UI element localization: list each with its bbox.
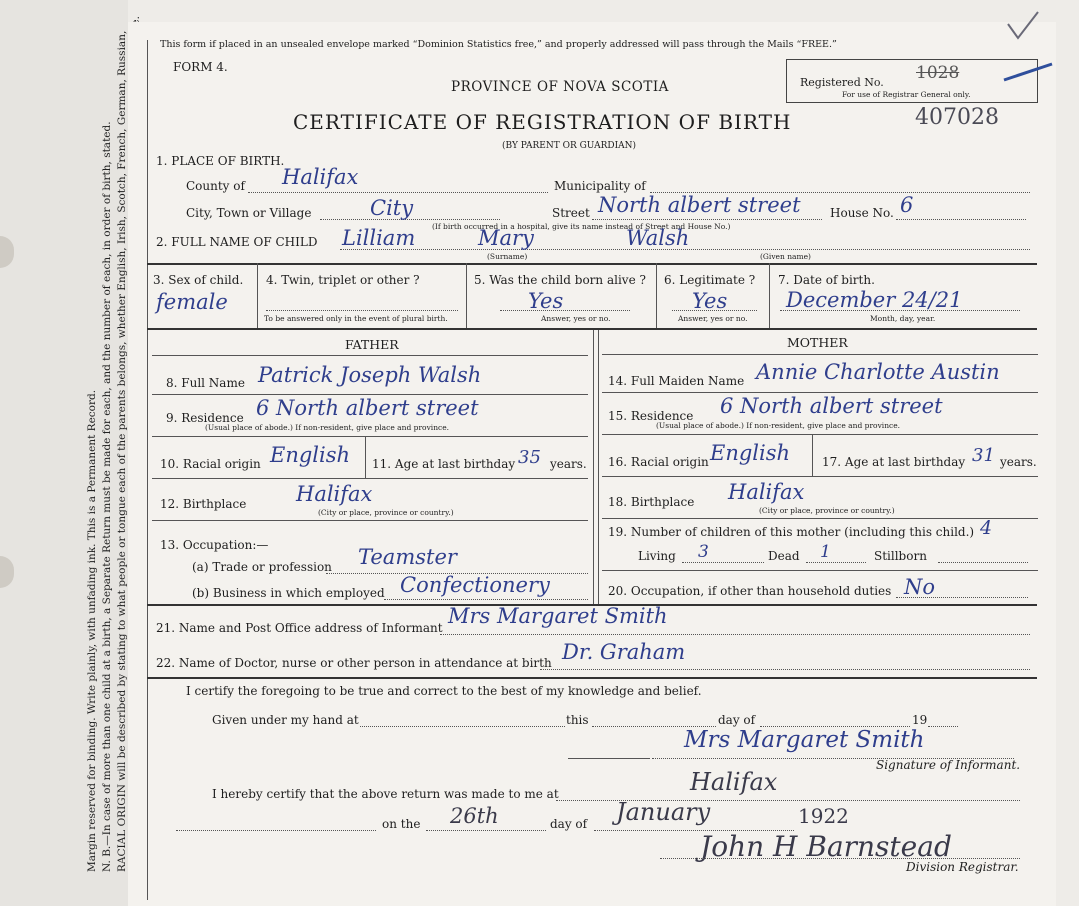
day-line bbox=[426, 830, 546, 831]
registered-number-struck: 1028 bbox=[916, 63, 960, 83]
alive-note: Answer, yes or no. bbox=[541, 314, 611, 323]
row3-divider bbox=[769, 263, 770, 328]
street-line bbox=[592, 219, 822, 220]
father-business-value: Confectionery bbox=[400, 573, 550, 597]
city-value: City bbox=[370, 196, 414, 220]
mother-heading: MOTHER bbox=[787, 335, 848, 350]
row-rule bbox=[602, 476, 1038, 477]
certificate-subtitle: (BY PARENT OR GUARDIAN) bbox=[502, 141, 637, 151]
informant-value: Mrs Margaret Smith bbox=[448, 604, 668, 628]
twin-label: 4. Twin, triplet or other ? bbox=[266, 273, 420, 287]
row3-divider bbox=[656, 263, 657, 328]
mother-birthplace-label: 18. Birthplace bbox=[608, 495, 695, 509]
father-age-value: 35 bbox=[518, 447, 541, 468]
doctor-value: Dr. Graham bbox=[562, 640, 686, 664]
registrar-signature-line bbox=[660, 858, 1020, 859]
row-rule bbox=[152, 478, 588, 479]
form-number: FORM 4. bbox=[173, 60, 228, 74]
surname-note: (Surname) bbox=[487, 252, 528, 261]
registrar-place-value: Halifax bbox=[690, 768, 778, 796]
registrar-text: I hereby certify that the above return was made to me at bbox=[212, 787, 559, 801]
row-rule bbox=[152, 436, 588, 437]
signature-short-rule bbox=[568, 758, 650, 759]
mother-name-label: 14. Full Maiden Name bbox=[608, 374, 745, 388]
on-the-label: on the bbox=[382, 817, 421, 831]
registrar-day-value: 26th bbox=[450, 804, 499, 828]
row3-bottom-rule bbox=[147, 328, 1037, 330]
row3-divider bbox=[466, 263, 467, 328]
twin-line bbox=[266, 310, 458, 311]
certify-text: I certify the foregoing to be true and correct to the best of my knowledge and belief. bbox=[186, 684, 702, 698]
day-of-label: day of bbox=[718, 713, 756, 727]
division-registrar-label: Division Registrar. bbox=[906, 860, 1019, 874]
registrar-month-value: January bbox=[616, 798, 711, 826]
stillborn-line bbox=[938, 562, 1028, 563]
dob-label: 7. Date of birth. bbox=[778, 273, 875, 287]
father-residence-value: 6 North albert street bbox=[256, 396, 479, 420]
margin-rule bbox=[147, 40, 148, 900]
children-count-label: 19. Number of children of this mother (including this child.) bbox=[608, 525, 975, 539]
father-trade-label: (a) Trade or profession bbox=[192, 560, 332, 574]
mother-abode-note: (Usual place of abode.) If non-resident, give place and province. bbox=[656, 421, 901, 430]
registrar-lead-line bbox=[176, 830, 376, 831]
signature-of-informant-label: Signature of Informant. bbox=[876, 758, 1021, 772]
doctor-line bbox=[540, 669, 1030, 670]
dead-label: Dead bbox=[768, 549, 800, 563]
father-heading-rule bbox=[152, 355, 588, 356]
hospital-note: (If birth occurred in a hospital, give its name instead of Street and House No.) bbox=[432, 222, 731, 231]
father-age-label: 11. Age at last birthday bbox=[372, 457, 516, 471]
doctor-label: 22. Name of Doctor, nurse or other person in attendance at birth bbox=[156, 656, 552, 670]
row-rule bbox=[152, 394, 588, 395]
father-residence-label: 9. Residence bbox=[166, 411, 244, 425]
street-value: North albert street bbox=[598, 193, 801, 217]
row-rule bbox=[602, 570, 1038, 571]
mother-residence-label: 15. Residence bbox=[608, 409, 694, 423]
sex-value: female bbox=[156, 290, 228, 314]
dob-value: December 24/21 bbox=[786, 288, 963, 312]
child-given-written: Mary bbox=[478, 226, 534, 250]
row3-divider bbox=[257, 263, 258, 328]
margin-note-binding: Margin reserved for binding. Write plainly, with unfading ink. This is a Permanent Record. bbox=[86, 389, 98, 872]
child-surname-written: Lilliam bbox=[342, 226, 416, 250]
child-name-label: 2. FULL NAME OF CHILD bbox=[156, 235, 318, 249]
parents-divider bbox=[598, 330, 599, 604]
place-heading: 1. PLACE OF BIRTH. bbox=[156, 154, 285, 168]
mother-residence-value: 6 North albert street bbox=[720, 394, 943, 418]
mother-birthplace-value: Halifax bbox=[728, 480, 805, 504]
margin-note-racial-1: RACIAL ORIGIN will be described by stating to what people or tongue each of the parents belongs, whether English, Irish, Scotch, French, German, Russian, bbox=[116, 30, 128, 872]
father-years-label: years. bbox=[550, 457, 587, 471]
county-line bbox=[248, 192, 548, 193]
row-rule bbox=[152, 520, 588, 521]
given-under-label: Given under my hand at bbox=[212, 713, 359, 727]
mother-age-label: 17. Age at last birthday bbox=[822, 455, 966, 469]
legitimate-line bbox=[672, 310, 757, 311]
father-occupation-label: 13. Occupation:— bbox=[160, 538, 269, 552]
street-label: Street bbox=[552, 206, 590, 220]
province-heading: PROVINCE OF NOVA SCOTIA bbox=[451, 79, 669, 95]
father-trade-value: Teamster bbox=[358, 545, 457, 569]
cell-divider bbox=[365, 436, 366, 478]
registry-handwritten-number: 407028 bbox=[915, 105, 999, 130]
father-birthplace-label: 12. Birthplace bbox=[160, 497, 247, 511]
certificate-title: CERTIFICATE OF REGISTRATION OF BIRTH bbox=[293, 110, 792, 134]
living-line bbox=[682, 562, 764, 563]
mother-racial-label: 16. Racial origin bbox=[608, 455, 709, 469]
row3-top-rule bbox=[147, 263, 1037, 265]
father-name-label: 8. Full Name bbox=[166, 376, 245, 390]
dead-value: 1 bbox=[820, 542, 831, 562]
father-birthplace-value: Halifax bbox=[296, 482, 373, 506]
county-value: Halifax bbox=[282, 165, 359, 189]
sex-label: 3. Sex of child. bbox=[153, 273, 244, 287]
living-label: Living bbox=[638, 549, 676, 563]
mother-age-value: 31 bbox=[972, 445, 995, 466]
informant-label: 21. Name and Post Office address of Informant bbox=[156, 621, 443, 635]
cell-divider bbox=[812, 434, 813, 476]
father-abode-note: (Usual place of abode.) If non-resident, give place and province. bbox=[205, 423, 450, 432]
father-racial-value: English bbox=[270, 443, 351, 467]
county-label: County of bbox=[186, 179, 245, 193]
father-racial-label: 10. Racial origin bbox=[160, 457, 261, 471]
municipality-label: Municipality of bbox=[554, 179, 646, 193]
father-heading: FATHER bbox=[345, 337, 399, 352]
child-given-written-2: Walsh bbox=[626, 226, 690, 250]
certify-top-rule bbox=[147, 677, 1037, 679]
living-value: 3 bbox=[698, 542, 709, 562]
alive-line bbox=[500, 310, 630, 311]
mother-occupation-value: No bbox=[904, 575, 936, 599]
registered-label: Registered No. bbox=[800, 76, 884, 89]
given-name-note: (Given name) bbox=[760, 252, 811, 261]
mother-years-label: years. bbox=[1000, 455, 1037, 469]
informant-line bbox=[440, 634, 1030, 635]
mother-occupation-label: 20. Occupation, if other than household duties bbox=[608, 584, 892, 598]
business-line bbox=[384, 599, 588, 600]
registrar-signature: John H Barnstead bbox=[700, 830, 952, 863]
registrar-year-value: 1922 bbox=[798, 804, 849, 828]
margin-note-nb: N. B.—In case of more than one child at a birth, a Separate Return must be made for each, and the number of each, in order of birth, stated. bbox=[101, 121, 113, 872]
row-rule bbox=[602, 392, 1038, 393]
row-rule bbox=[602, 434, 1038, 435]
mother-racial-value: English bbox=[710, 441, 791, 465]
year-label: 19 bbox=[912, 713, 928, 727]
parents-divider bbox=[593, 330, 594, 604]
dob-line bbox=[780, 310, 1020, 311]
house-line bbox=[896, 219, 1026, 220]
dead-line bbox=[806, 562, 866, 563]
house-value: 6 bbox=[900, 193, 914, 217]
row-rule bbox=[602, 518, 1038, 519]
house-label: House No. bbox=[830, 206, 894, 220]
mother-name-value: Annie Charlotte Austin bbox=[756, 360, 1000, 384]
father-birthplace-note: (City or place, province or country.) bbox=[318, 508, 454, 517]
alive-label: 5. Was the child born alive ? bbox=[474, 273, 646, 287]
legitimate-value: Yes bbox=[692, 289, 728, 313]
dob-note: Month, day, year. bbox=[870, 314, 936, 323]
twin-note: To be answered only in the event of plural birth. bbox=[264, 314, 448, 323]
mother-heading-rule bbox=[602, 354, 1038, 355]
legitimate-note: Answer, yes or no. bbox=[678, 314, 748, 323]
city-label: City, Town or Village bbox=[186, 206, 312, 220]
father-name-value: Patrick Joseph Walsh bbox=[258, 363, 482, 387]
legitimate-label: 6. Legitimate ? bbox=[664, 273, 756, 287]
children-count-value: 4 bbox=[980, 517, 993, 539]
year-line bbox=[928, 726, 958, 727]
mother-birthplace-note: (City or place, province or country.) bbox=[759, 506, 895, 515]
father-business-label: (b) Business in which employed bbox=[192, 586, 385, 600]
stillborn-label: Stillborn bbox=[874, 549, 927, 563]
registrar-day-of-label: day of bbox=[550, 817, 588, 831]
informant-signature: Mrs Margaret Smith bbox=[684, 727, 925, 753]
given-place-line bbox=[360, 726, 565, 727]
mail-notice: This form if placed in an unsealed envelope marked “Dominion Statistics free,” and properly addressed will pass through the Mails “FREE.” bbox=[160, 39, 837, 50]
this-label: this bbox=[566, 713, 589, 727]
alive-value: Yes bbox=[528, 289, 564, 313]
registrar-only-note: For use of Registrar General only. bbox=[842, 90, 971, 99]
